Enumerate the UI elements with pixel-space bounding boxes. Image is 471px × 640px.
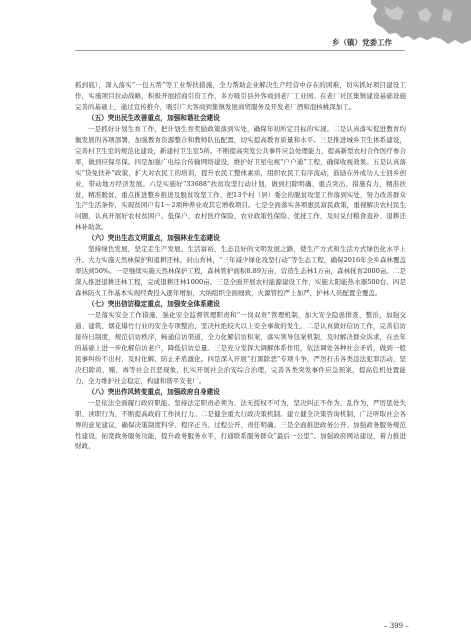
- body-paragraph: 坚持绿色发展，坚定走生产发展、生活富裕、生态良好的文明发展之路，使生产方式和生活方式绿色化水平上升。大力实施天然林保护和退耕还林、封山育林，“三年减少绿化攻坚行动”等生态工程，确保2016年全乡森林覆盖率达到50%。一是继续实施天然林保护工程，森林管护面积8.89万亩，营造生态林1万亩，森林抚育2000亩。二是深入推进退耕还林工程，完成退耕还林1000亩。三是全面开展农村能源建设工作，实施太阳能热水器500台。四是森林防火工作基本实现经费投入逐年增加，大纳组织全面细致，火源管控严上加严，护林人员配置全覆盖。: [75, 245, 406, 298]
- section-heading: （六）突出生态文明重点，加强林业生态建设: [88, 234, 220, 243]
- header-rule: [75, 50, 405, 51]
- section-title: 乡（镇）党委工作: [332, 38, 392, 47]
- document-body: [75, 80, 406, 452]
- page-number: – 399 –: [384, 622, 409, 630]
- county-map-logo: [0, 0, 471, 78]
- section-heading: （五）突出民生改善重点，加强和谐社会建设: [88, 113, 220, 122]
- page-header: [0, 0, 471, 78]
- section-heading: （七）突出信访稳定重点，加强安全体系建设: [88, 300, 220, 309]
- section-heading: （八）突出作风转变重点，加强政府自身建设: [88, 387, 220, 396]
- body-paragraph: 抓到底），深入落实“一包五帮”等工业帮扶措施，全力帮助企业解决生产经营中存在的困难，切实抓好项目建设工作，实施项目拉动战略，积极开展招商引资工作，多方吸引县外客商到老厂工业园。在老厂社区集镇建设基础设施完善的基础上，通过宣传推介，吸引广大客商到集镇发展商贸服务及开发老厂酒和泡核桃深加工。: [75, 81, 406, 111]
- body-paragraph: 一是依法全面履行政府职能。坚持法定职责必须为、法无授权不可为，坚决纠正不作为、乱作为，严厉惩处失职、渎职行为，不断提高政府工作执行力。二是健全重大行政决策机制。建立健全决策咨询机制，广泛听取社会各界的意见建议，确保决策制度科学、程序正当、过程公开、责任明确。三是全面推进政务公开。加强政务服务规范性建设，拓宽政务服务功能，提升政务服务水平，打通联系服务群众“最后一公里”。加强政府网站建设，着力推进财政、: [75, 398, 406, 451]
- body-paragraph: 一是落实安全工作措施，强化安全监督管理职责和“一岗双责”管理机制，加大安全隐患排查、整治，加强交通、建筑、烟花爆竹行业的安全专项整治，坚决杜绝较大以上安全事故的发生。二是认真做好信访工作，完善信访接待日制度，规范信访秩序，畅通信访渠道，全力化解信访积案，落实领导包案机制，及时解决群众诉求，在去年的基础上进一步化解信访老户，降低信访总量。三是充分发挥大调解体系作用，依法调处各种社会矛盾，做到一般民事纠纷不出村，及时化解、防止矛盾激化。四是深入开展“打黑除恶”专项斗争，严厉打击各类违法犯罪活动，坚决扫除黄、赌、毒等社会丑恶现象，扎实开展社会治安综合治理，完善各类突发事件应急预案，提高危机处置能力，全力维护社会稳定，构建和谐平安老厂。: [75, 311, 406, 385]
- body-paragraph: 一是抓好计划生育工作，把计划生育奖励政策落到实处，确保年初所定目标的实现。二是认真落实促进教育均衡发展的各项部署，加强教育资源整合和教师队伍配置，切实提高教育质量和水平。三是推进城乡卫生体系建设，完善村卫生室的规范化建设，新建村卫生室5所。不断提高突发公共事件应急处理能力，提高新型农村合作医疗参合率，做到应保尽保。四是加强广电综合传输网络建设，维护好卫星电视“户户通”工程，确保收视效果。五是认真落实“贷免扶补”政策，扩大对农民工的培训，提升农民工整体素质，组织农民工有序流动，鼓励在外成功人士回乡创业，带动地方经济发展。六是实施好“33688”扶贫攻坚行动计划，做到扫除明确、重点突出、措施有力，精准扶贫，精准脱贫，重点推进整乡推进及脱贫攻坚工作，把13个村（居）委会的脱贫攻坚工作落到实处，努力改善群众生产生活条件，实现贫困户有1～2项种养业或其它增收项目。七是全面落实各项惠民富民政策，重视解决农村民生问题，认真开展好农村贫困户、低保户、农村医疗保险、农业政策性保险、优抚工作，及时兑付粮食直补、退耕还林补助款。: [75, 124, 406, 232]
